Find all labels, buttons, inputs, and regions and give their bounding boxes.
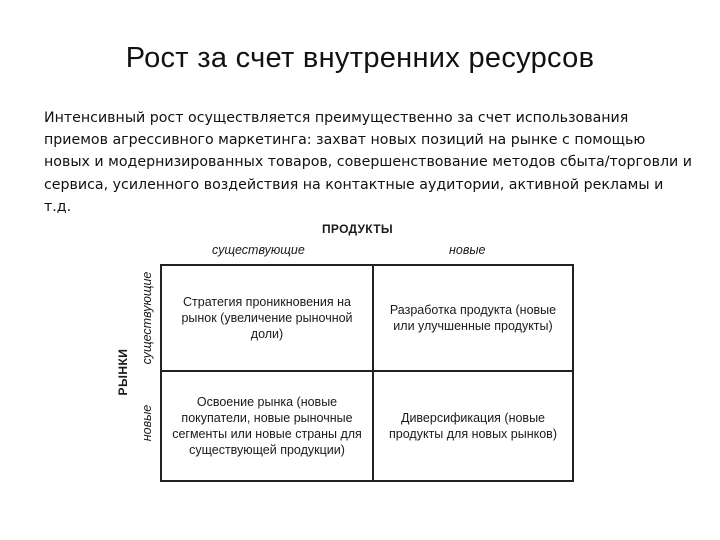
matrix-grid	[160, 264, 574, 482]
cell-diversification	[374, 372, 572, 480]
cell-market-penetration	[162, 266, 372, 370]
body-paragraph: Интенсивный рост осуществляется преимущественно за счет использования приемов агрессивного маркетинга: захват новых позиций на рынке с помощью новых и модернизированных товаров, совершенствование методов сбыта/торговли и сервиса, усиленного воздействия на контактные аудитории, активной рекламы и т.д.	[44, 110, 692, 215]
cell-product-development	[374, 266, 572, 370]
cell-product-development-text: Разработка продукта (новые или улучшенные продукты)	[389, 303, 557, 333]
axis-label-markets: РЫНКИ	[116, 348, 130, 396]
column-label-new: новые	[449, 243, 486, 257]
axis-label-products: ПРОДУКТЫ	[322, 222, 393, 236]
row-label-existing: существующие	[140, 271, 154, 365]
slide-title: Рост за счет внутренних ресурсов	[125, 42, 595, 74]
row-label-new: новые	[140, 404, 154, 442]
column-label-existing: существующие	[212, 243, 305, 257]
cell-market-development	[162, 372, 372, 480]
cell-market-penetration-text: Стратегия проникновения на рынок (увеличение рыночной доли)	[181, 295, 353, 341]
cell-market-development-text: Освоение рынка (новые покупатели, новые рыночные сегменты или новые страны для существующей продукции)	[172, 395, 362, 457]
cell-diversification-text: Диверсификация (новые продукты для новых рынков)	[389, 411, 557, 441]
